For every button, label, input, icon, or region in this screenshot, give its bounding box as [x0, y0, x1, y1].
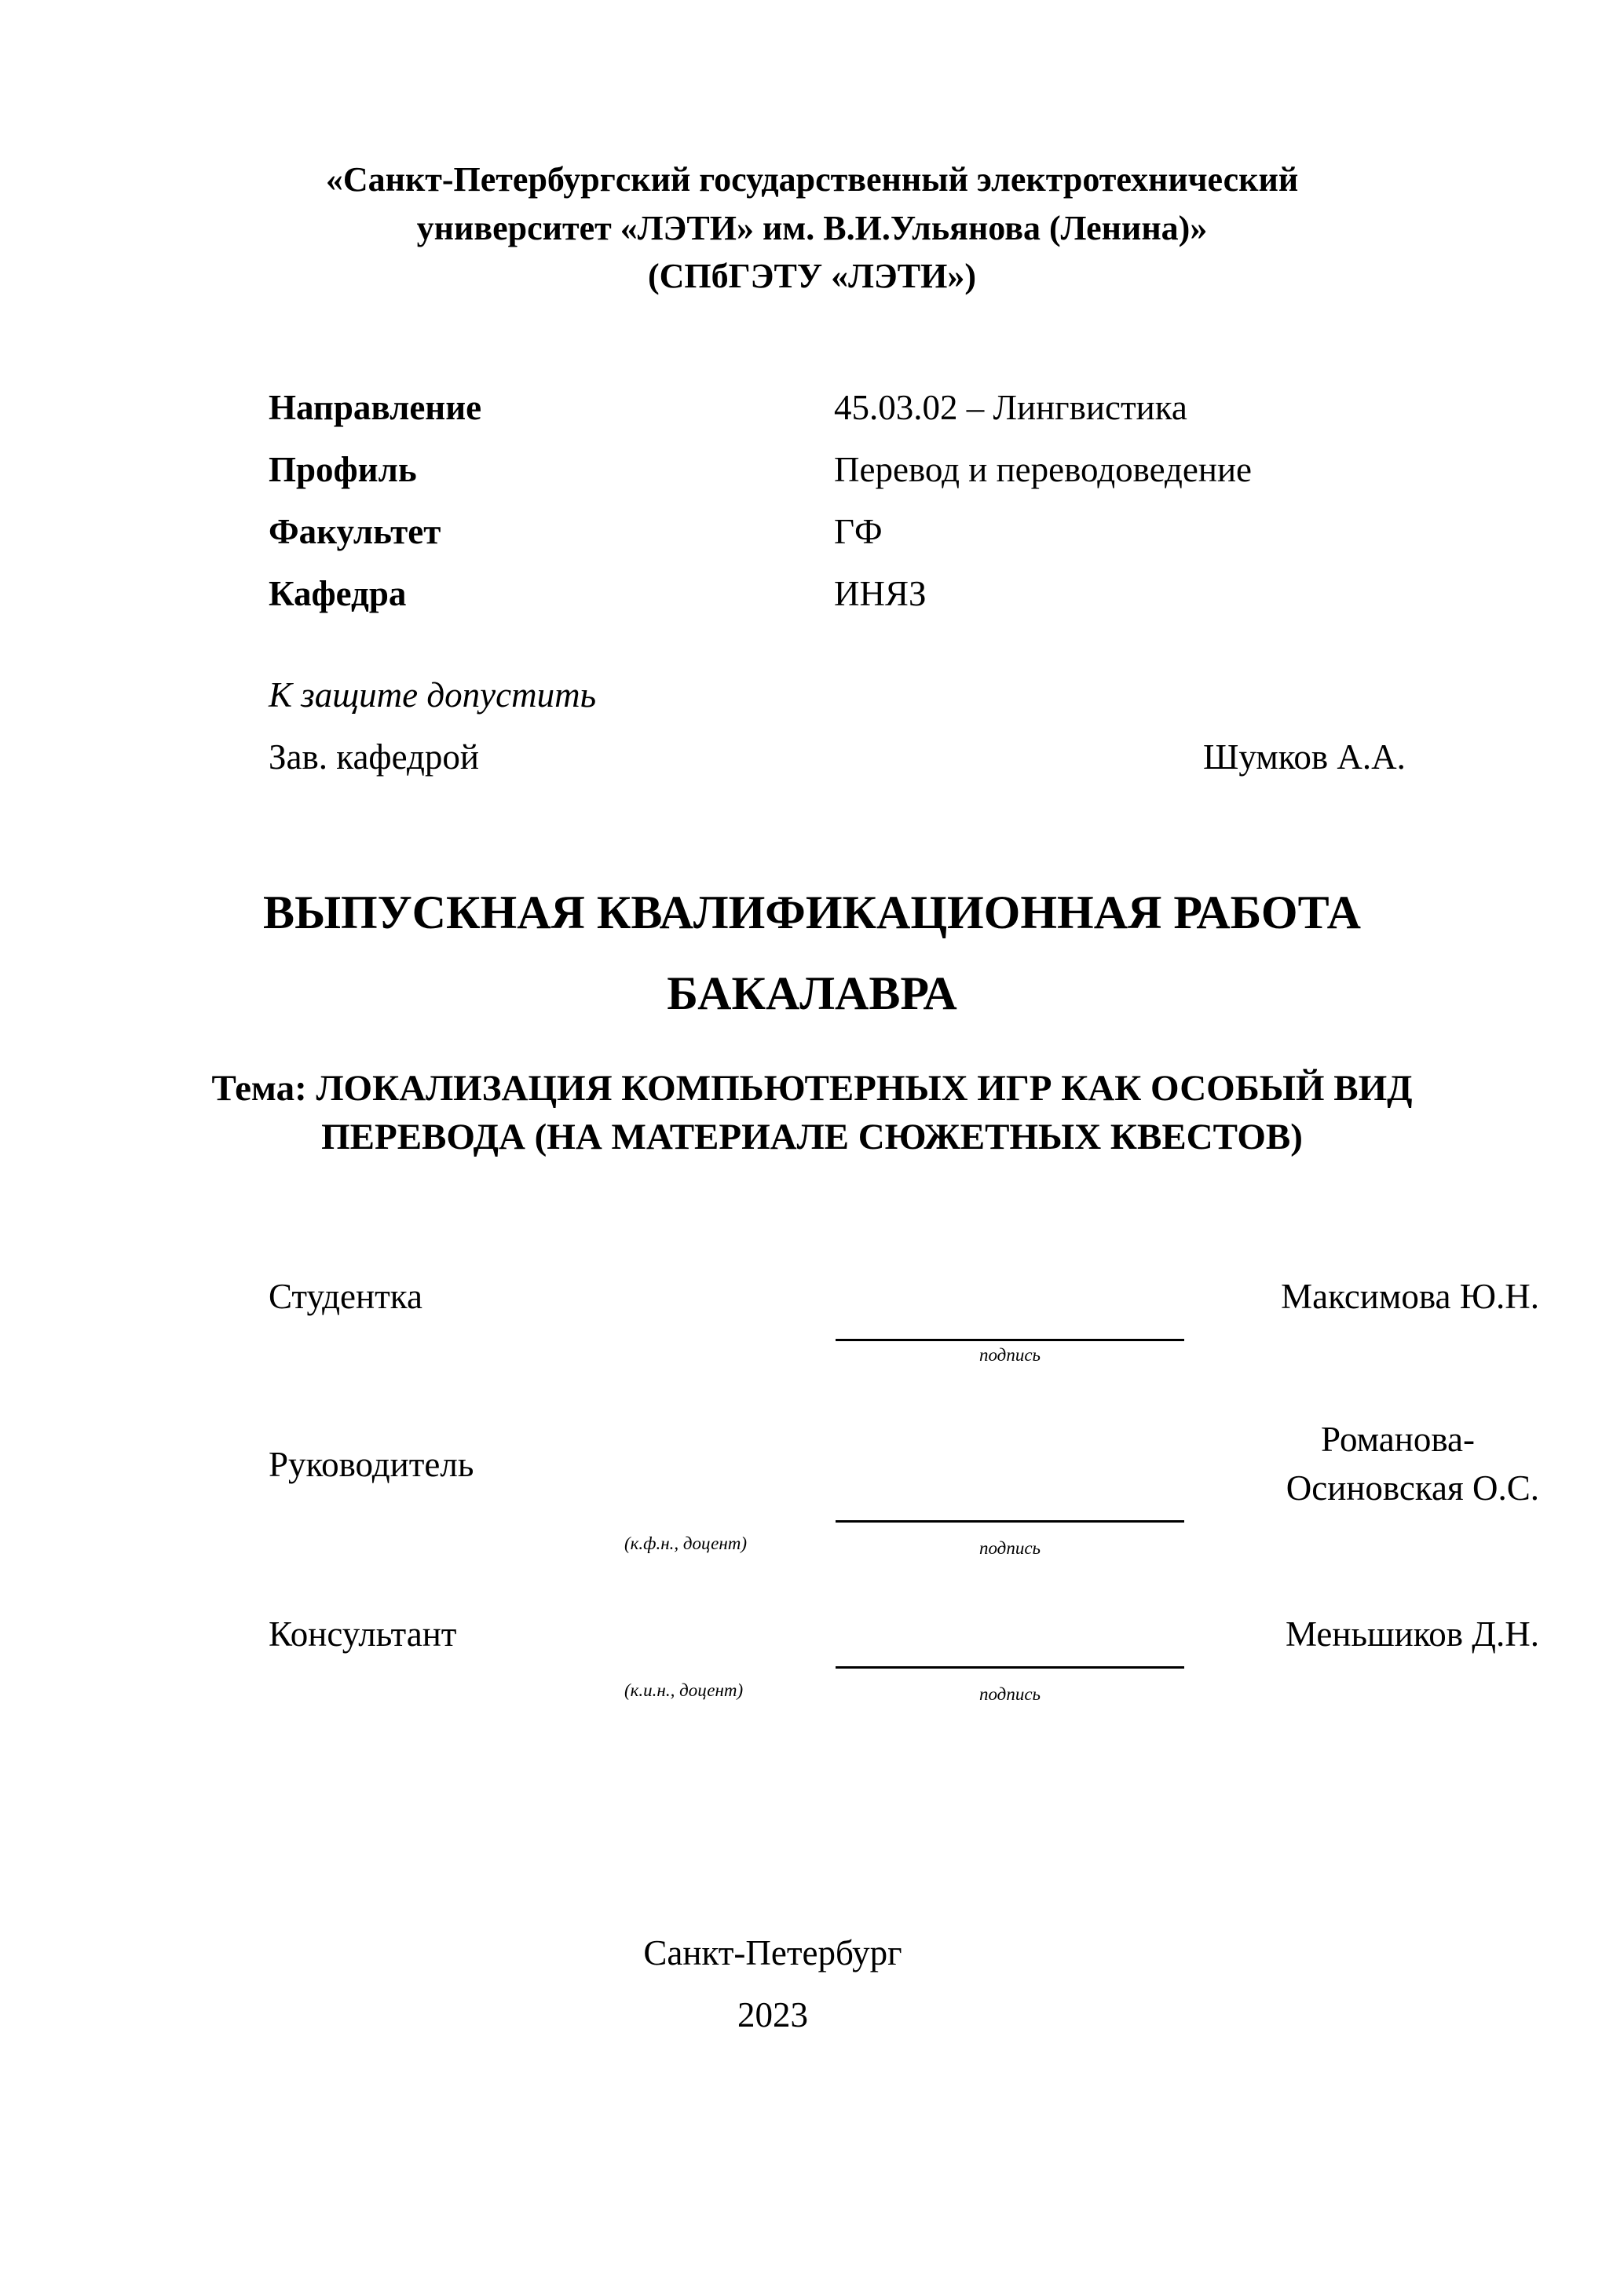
info-label: Факультет [269, 512, 441, 551]
approval-name: Шумков А.А. [1203, 737, 1406, 777]
approval-role: Зав. кафедрой [269, 737, 479, 777]
signature-caption: подпись [978, 1345, 1041, 1365]
footer-year: 2023 [737, 1995, 808, 2035]
student-role: Студентка [269, 1277, 422, 1316]
consultant-role: Консультант [269, 1614, 457, 1654]
info-label: Направление [269, 388, 482, 427]
supervisor-name-1: Романова- [1321, 1420, 1475, 1459]
signature-caption: подпись [978, 1684, 1041, 1704]
info-value: Перевод и переводоведение [834, 450, 1253, 489]
approval-caption: К защите допустить [269, 675, 597, 715]
topic-line-1 [0, 1065, 1624, 1112]
topic-text-1: ЛОКАЛИЗАЦИЯ КОМПЬЮТЕРНЫХ ИГР КАК ОСОБЫЙ ВИД [316, 1068, 1413, 1109]
signature-line [836, 1339, 1184, 1341]
supervisor-degree: (к.ф.н., доцент) [624, 1534, 748, 1553]
info-label: Профиль [269, 450, 417, 489]
signature-caption: подпись [978, 1538, 1041, 1558]
student-name: Максимова Ю.Н. [1281, 1277, 1539, 1316]
topic-line-2: ПЕРЕВОДА (НА МАТЕРИАЛЕ СЮЖЕТНЫХ КВЕСТОВ) [321, 1117, 1303, 1157]
footer-city: Санкт-Петербург [643, 1933, 902, 1972]
signature-line [836, 1666, 1184, 1669]
signature-line [836, 1520, 1184, 1523]
info-value: ИНЯЗ [834, 574, 927, 613]
consultant-degree: (к.и.н., доцент) [624, 1680, 744, 1700]
consultant-name: Меньшиков Д.Н. [1286, 1614, 1539, 1654]
title-line-2: БАКАЛАВРА [667, 967, 957, 1019]
supervisor-name-2: Осиновская О.С. [1286, 1468, 1539, 1508]
info-label: Кафедра [269, 574, 407, 613]
supervisor-role: Руководитель [269, 1445, 474, 1484]
topic-prefix: Тема: [211, 1068, 307, 1109]
header-line-3: (СПбГЭТУ «ЛЭТИ») [648, 257, 976, 295]
info-value: ГФ [834, 512, 883, 551]
title-line-1: ВЫПУСКНАЯ КВАЛИФИКАЦИОННАЯ РАБОТА [263, 887, 1361, 938]
header-line-2: университет «ЛЭТИ» им. В.И.Ульянова (Ленина)» [416, 209, 1208, 247]
header-line-1: «Санкт-Петербургский государственный электротехнический [325, 160, 1299, 199]
info-value: 45.03.02 – Лингвистика [834, 388, 1187, 427]
